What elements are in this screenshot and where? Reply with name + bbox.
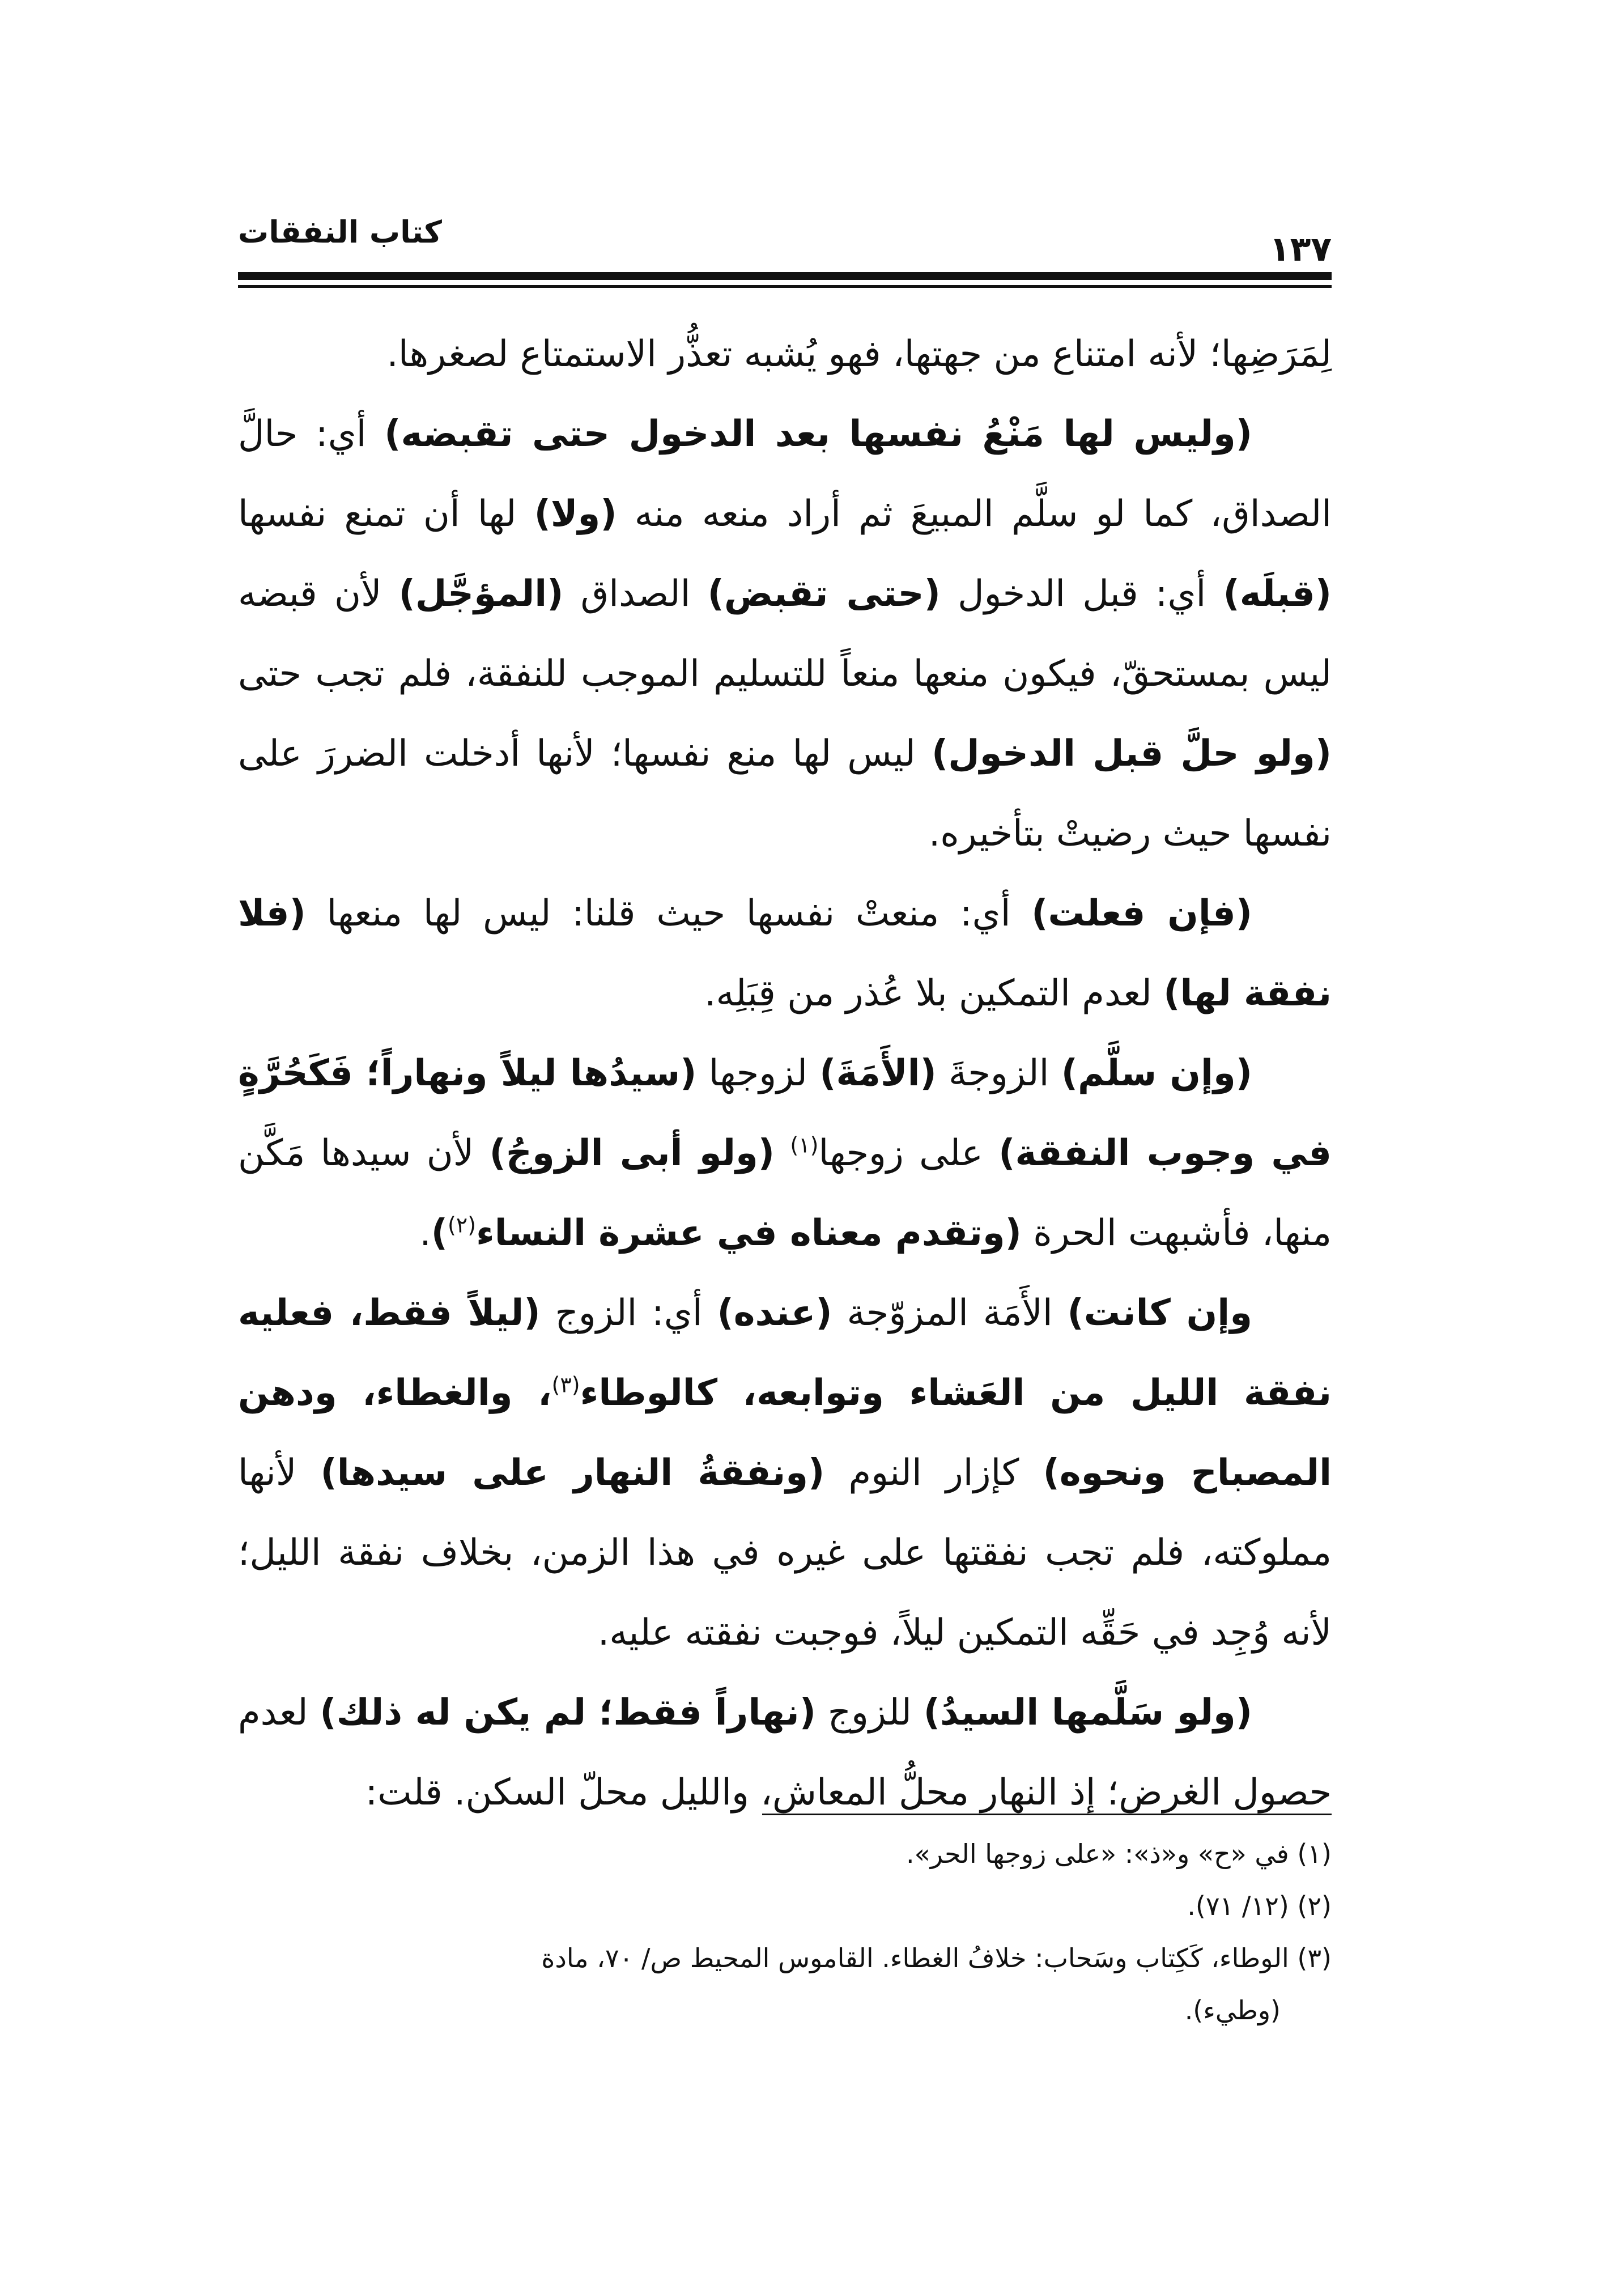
footnote-ref-1: (١) (790, 1132, 819, 1158)
text: لعدم حصول الغرض؛ إذ النهار محلُّ المعاش، والليل محلّ السكن. قلت: (238, 1692, 1332, 1814)
footnote-3-continuation: (وطيء). (1184, 1995, 1281, 2026)
text: لزوجها (696, 1052, 820, 1094)
header-rule-thick (238, 272, 1332, 280)
footnote-3: (٣) الوطاء، كَكِتاب وسَحاب: خلافُ الغطاء. القاموس المحيط ص/ ٧٠، مادة (541, 1943, 1332, 1973)
matn-text: (قبلَه) (1223, 573, 1332, 615)
matn-text: (فإن فعلت) (1031, 893, 1253, 935)
footnote-separator (762, 1814, 1332, 1815)
text: الصداق (563, 573, 708, 615)
matn-text: (المؤجَّل) (398, 573, 564, 615)
matn-text: وإن كانت) (1067, 1292, 1253, 1334)
matn-text: ، والغطاء، ودهن المصباح ونحوه) (238, 1372, 1332, 1494)
paragraph-4 (238, 1034, 1332, 1273)
matn-text: (الأَمَةَ) (819, 1052, 937, 1094)
page-number: ١٣٧ (1269, 230, 1332, 269)
matn-text: (ليلاً فقط، فعليه نفقة الليل من العَشاء وتوابعه، كالوطاء (238, 1292, 1332, 1414)
matn-text: (فلا نفقة لها) (238, 893, 1332, 1014)
text: الزوجةَ (936, 1052, 1061, 1094)
matn-text: (عنده) (717, 1292, 832, 1334)
matn-text: ) (431, 1212, 448, 1254)
footnote-2: (٢) (١٢/ ٧١). (1187, 1891, 1332, 1921)
matn-text: (ونفقةُ النهار على سيدها) (320, 1452, 825, 1494)
text: لِمَرَضِها؛ لأنه امتناع من جهتها، فهو يُشبه تعذُّر الاستمتاع لصغرها. (386, 333, 1332, 375)
matn-text: (وليس لها مَنْعُ نفسها بعد الدخول حتى تقبضه) (384, 413, 1253, 455)
footnote-ref-3: (٣) (551, 1372, 580, 1398)
text: لعدم التمكين بلا عُذر من قِبَلِه. (704, 973, 1164, 1014)
matn-text: (ولو أبى الزوجُ) (489, 1132, 775, 1174)
matn-text: (ولا) (534, 493, 617, 535)
main-text (238, 315, 1332, 1833)
page-header (238, 210, 1332, 272)
text: للزوج (815, 1692, 924, 1734)
footnotes (238, 1828, 1332, 2036)
text: لها أن تمنع نفسها (238, 493, 534, 535)
matn-text: (نهاراً فقط؛ لم يكن له ذلك) (320, 1692, 816, 1734)
text: أي: منعتْ نفسها حيث قلنا: ليس لها منعها (305, 893, 1032, 935)
text: كإزار النوم (824, 1452, 1043, 1494)
matn-text: (سيدُها ليلاً ونهاراً؛ فَكَحُرَّةٍ في وجوب النفقة) (238, 1052, 1332, 1174)
matn-text: (وإن سلَّم) (1061, 1052, 1253, 1094)
text: . (419, 1212, 431, 1254)
paragraph-5 (238, 1273, 1332, 1673)
paragraph-2 (238, 394, 1332, 874)
text: أي: قبل الدخول (940, 573, 1223, 615)
text: الأَمَة المزوّجة (832, 1292, 1068, 1334)
paragraph-3 (238, 874, 1332, 1034)
text: أي: حالَّ الصداق، كما لو سلَّم المبيعَ ثم أراد منعه منه (238, 413, 1332, 535)
text: لأن قبضه ليس بمستحقّ، فيكون منعها منعاً للتسليم الموجب للنفقة، فلم تجب حتى (238, 573, 1332, 695)
running-title: كتاب النفقات (238, 214, 442, 250)
text: لأن سيدها مَكَّن منها، فأشبهت الحرة (238, 1132, 1332, 1254)
footnote-ref-2: (٢) (447, 1212, 477, 1238)
text: أي: الزوج (540, 1292, 717, 1334)
paragraph-1 (238, 315, 1332, 394)
matn-text: (حتى تقبض) (707, 573, 941, 615)
text: على زوجها (818, 1132, 999, 1174)
header-rule-thin (238, 285, 1332, 288)
text (775, 1132, 790, 1174)
matn-text: (ولو سَلَّمها السيدُ) (923, 1692, 1253, 1734)
matn-text: (وتقدم معناه في عشرة النساء (476, 1212, 1022, 1254)
matn-text: (ولو حلَّ قبل الدخول) (931, 733, 1332, 775)
paragraph-6 (238, 1673, 1332, 1833)
text: لأنها مملوكته، فلم تجب نفقتها على غيره في هذا الزمن، بخلاف نفقة الليل؛ لأنه وُجِد في حَقِّه التمكين ليلاً، فوجبت نفقته عليه. (238, 1452, 1332, 1654)
footnote-1: (١) في «ح» و«ذ»: «على زوجها الحر». (905, 1838, 1332, 1869)
text: ليس لها منع نفسها؛ لأنها أدخلت الضررَ على نفسها حيث رضيتْ بتأخيره. (238, 733, 1332, 855)
